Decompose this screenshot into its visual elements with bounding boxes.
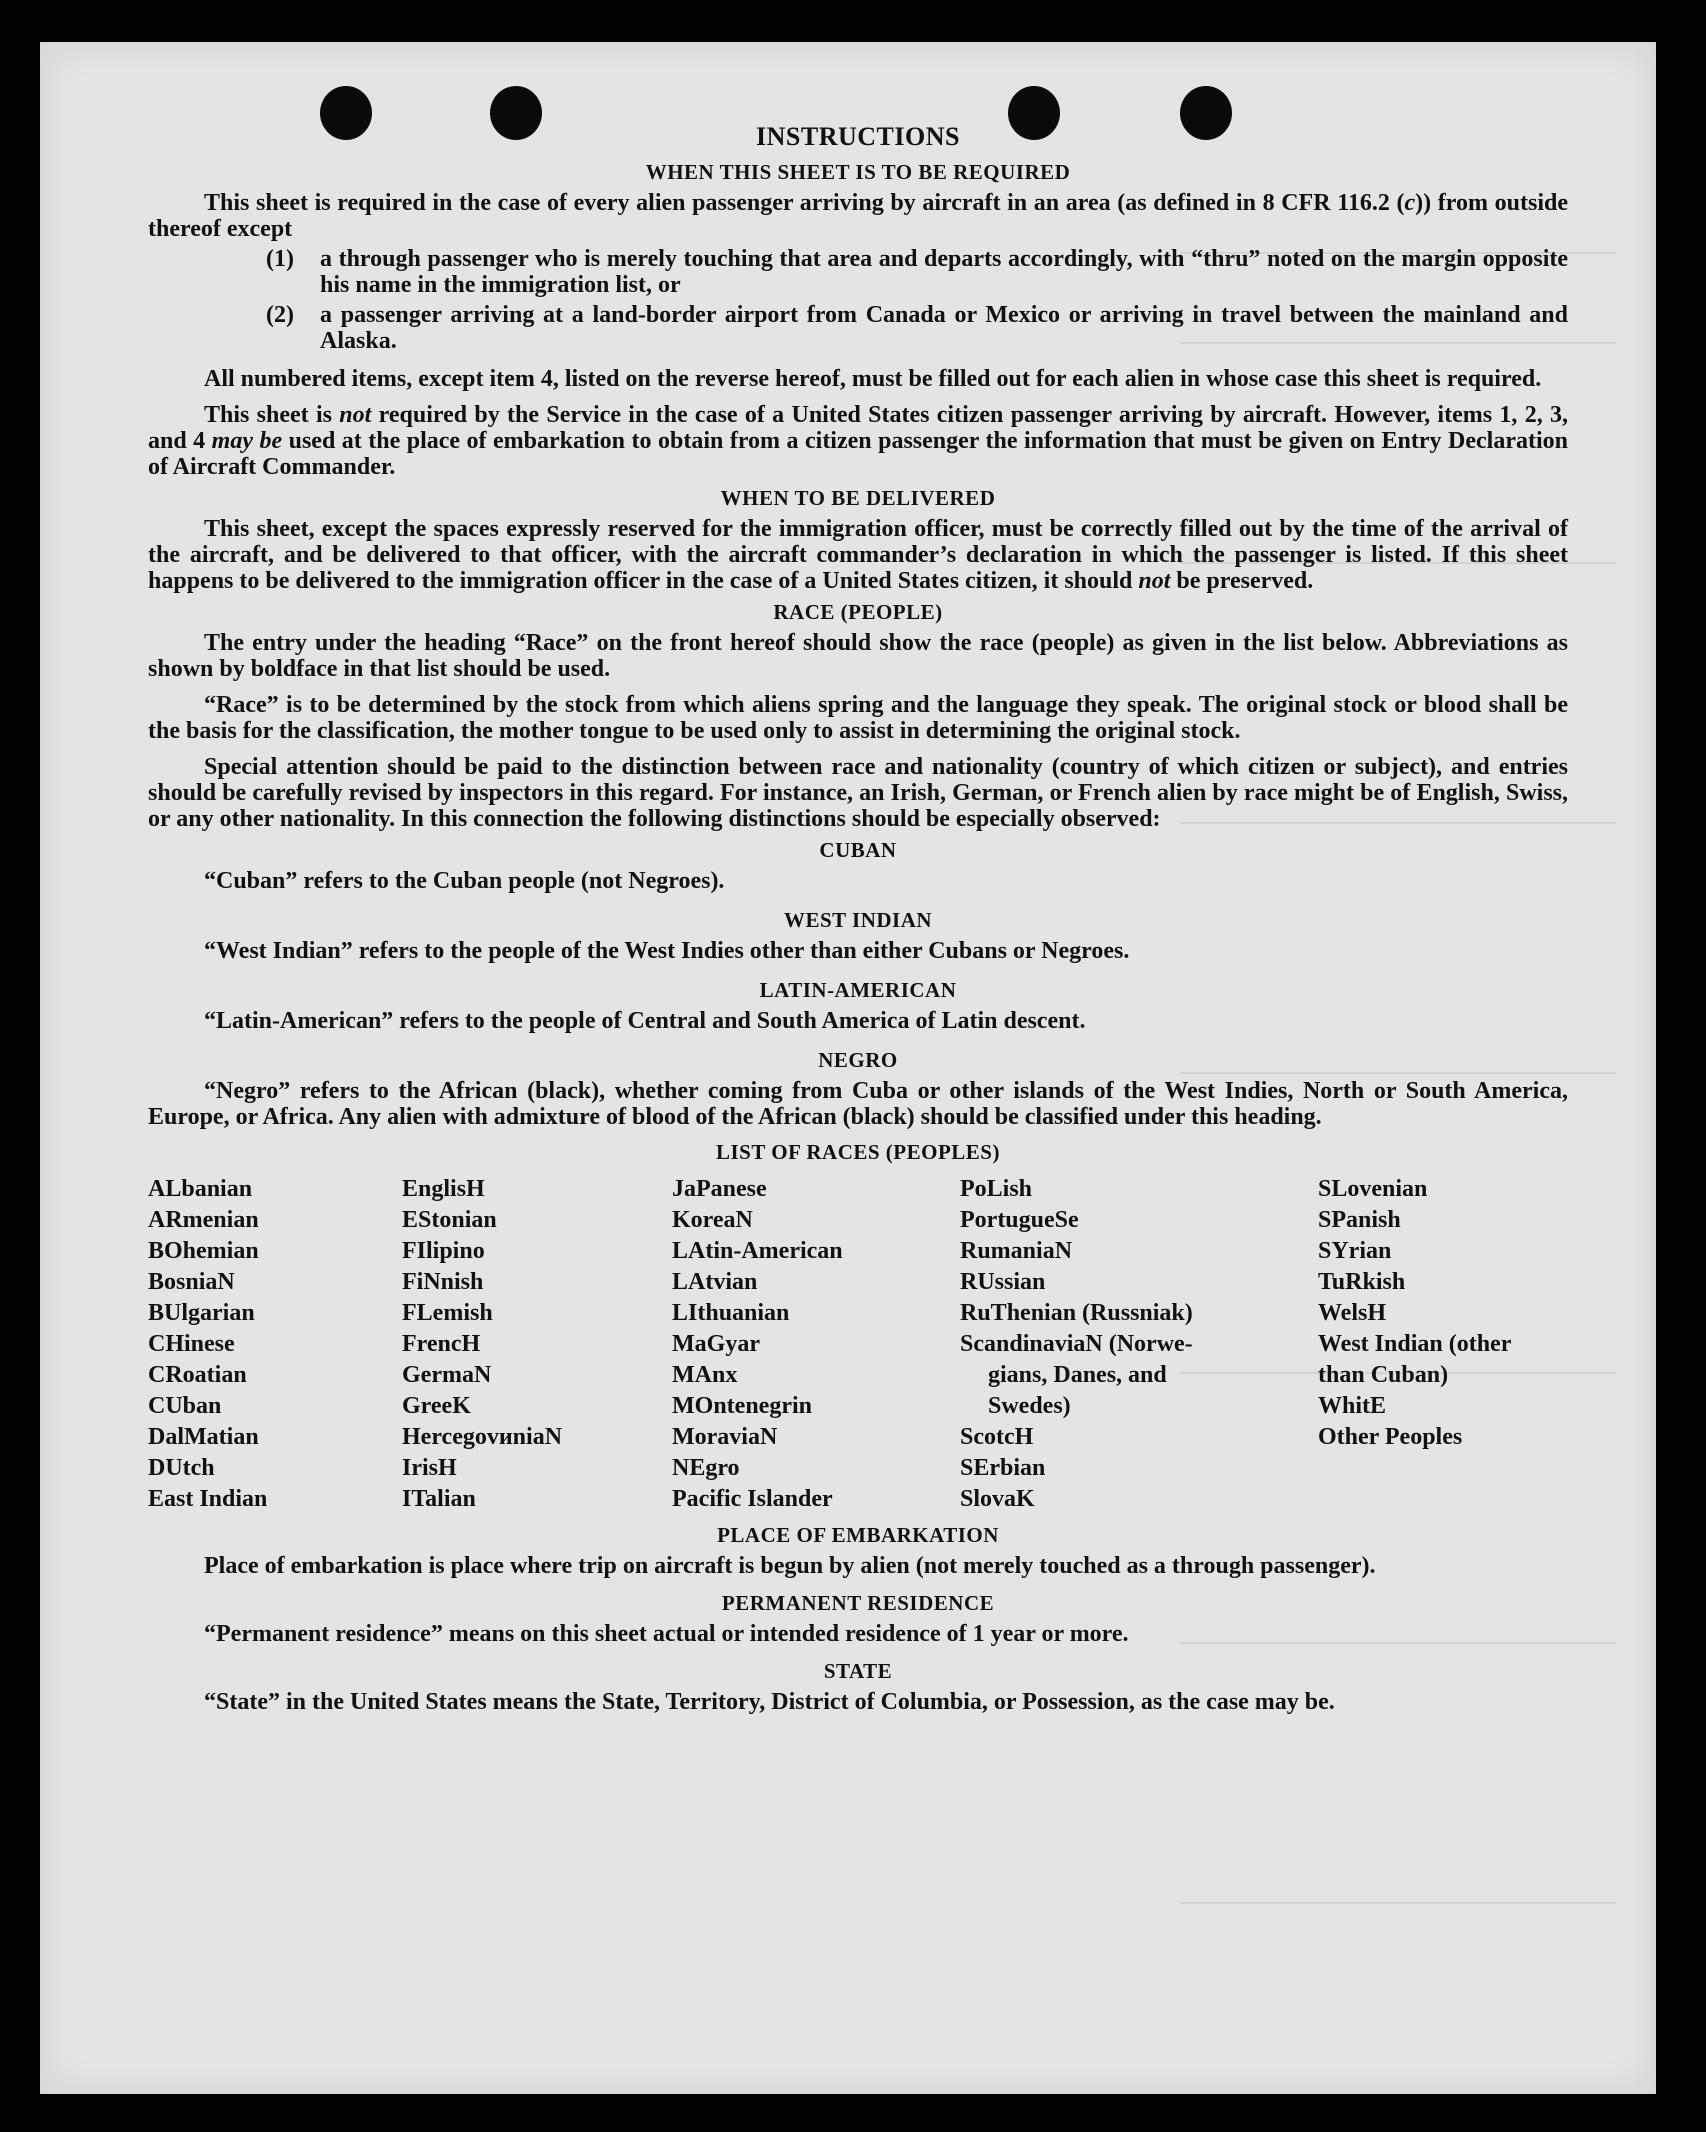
- race-entry: FLemish: [402, 1300, 493, 1326]
- races-column-4: [960, 1174, 1318, 1515]
- exception-item-2: (2) a passenger arriving at a land-border airport from Canada or Mexico or arriving in travel between the mainland and Alaska.: [266, 302, 1568, 354]
- paragraph-race-2: “Race” is to be determined by the stock from which aliens spring and the language they speak. The original stock or blood shall be the basis for the classification, the mother tongue to be used only to assist in determining the original stock.: [148, 692, 1568, 744]
- race-entry: ARmenian: [148, 1207, 259, 1233]
- paragraph-west-indian: “West Indian” refers to the people of the West Indies other than either Cubans or Negroes.: [204, 938, 1130, 964]
- race-entry: GermaN: [402, 1362, 492, 1388]
- race-entry: MAnx: [672, 1362, 738, 1388]
- race-entry: WelsH: [1318, 1300, 1387, 1326]
- race-entry: KoreaN: [672, 1207, 753, 1233]
- paragraph-delivered: This sheet, except the spaces expressly reserved for the immigration officer, must be correctly filled out by the time of the arrival of the aircraft, and be delivered to that officer, with the aircraft commander’s declaration in which the passenger is listed. If this sheet happens to be delivered to the immigration officer in the case of a United States citizen, it should not be preserved.: [148, 516, 1568, 594]
- exception-item-1: (1) a through passenger who is merely touching that area and departs accordingly, with “thru” noted on the margin opposite his name in the immigration list, or: [266, 246, 1568, 298]
- paragraph-cuban: “Cuban” refers to the Cuban people (not Negroes).: [204, 868, 725, 894]
- race-entry: MOntenegrin: [672, 1393, 812, 1419]
- race-entry: RumaniaN: [960, 1238, 1073, 1264]
- race-entry: FIlipino: [402, 1238, 485, 1264]
- race-entry: RuThenian (Russniak): [960, 1300, 1193, 1326]
- races-column-1: [148, 1174, 402, 1515]
- heading-list-of-races: LIST OF RACES (PEOPLES): [716, 1140, 1000, 1164]
- race-entry: ITalian: [402, 1486, 476, 1512]
- race-entry: BUlgarian: [148, 1300, 255, 1326]
- race-entry: FiNnish: [402, 1269, 484, 1295]
- paragraph-embarkation: Place of embarkation is place where trip on aircraft is begun by alien (not merely touched as a through passenger).: [204, 1553, 1376, 1579]
- race-entry: DUtch: [148, 1455, 215, 1481]
- race-entry: ScotcH: [960, 1424, 1034, 1450]
- race-entry: Swedes): [988, 1393, 1071, 1419]
- race-entry: JaPanese: [672, 1176, 767, 1202]
- race-entry: CRoatian: [148, 1362, 247, 1388]
- race-entry: EStonian: [402, 1207, 497, 1233]
- heading-negro: NEGRO: [818, 1048, 898, 1072]
- heading-when-delivered: WHEN TO BE DELIVERED: [720, 486, 996, 510]
- race-entry: than Cuban): [1318, 1362, 1449, 1388]
- race-entry: SYrian: [1318, 1238, 1392, 1264]
- heading-state: STATE: [823, 1659, 893, 1683]
- race-entry: LIthuanian: [672, 1300, 790, 1326]
- races-list: [148, 1174, 1568, 1515]
- race-entry: gians, Danes, and: [988, 1362, 1167, 1388]
- race-entry: CHinese: [148, 1331, 235, 1357]
- heading-embarkation: PLACE OF EMBARKATION: [717, 1523, 999, 1547]
- race-entry: LAtvian: [672, 1269, 758, 1295]
- race-entry: EnglisH: [402, 1176, 485, 1202]
- paragraph-required: This sheet is required in the case of every alien passenger arriving by aircraft in an area (as defined in 8 CFR 116.2 (c)) from outside thereof except: [148, 190, 1568, 242]
- race-entry: WhitE: [1318, 1393, 1387, 1419]
- race-entry: Other Peoples: [1318, 1424, 1463, 1450]
- race-entry: GreeK: [402, 1393, 471, 1419]
- race-entry: TuRkish: [1318, 1269, 1406, 1295]
- race-entry: BosniaN: [148, 1269, 235, 1295]
- race-entry: RUssian: [960, 1269, 1046, 1295]
- instructions-content: [148, 120, 1568, 1715]
- paragraph-state: “State” in the United States means the State, Territory, District of Columbia, or Possession, as the case may be.: [204, 1689, 1335, 1715]
- page-title: INSTRUCTIONS: [756, 122, 960, 151]
- race-entry: FrencH: [402, 1331, 481, 1357]
- heading-race: RACE (PEOPLE): [773, 600, 943, 624]
- heading-residence: PERMANENT RESIDENCE: [721, 1591, 995, 1615]
- paragraph-numbered-items: All numbered items, except item 4, listed on the reverse hereof, must be filled out for each alien in whose case this sheet is required.: [204, 366, 1542, 392]
- paragraph-citizen: This sheet is not required by the Service in the case of a United States citizen passenger arriving by aircraft. However, items 1, 2, 3, and 4 may be used at the place of embarkation to obtain from a citizen passenger the information that must be given on Entry Declaration of Aircraft Commander.: [148, 402, 1569, 480]
- race-entry: IrisH: [402, 1455, 457, 1481]
- race-entry: SPanish: [1318, 1207, 1401, 1233]
- race-entry: East Indian: [148, 1486, 268, 1512]
- race-entry: DalMatian: [148, 1424, 259, 1450]
- paragraph-latin-american: “Latin-American” refers to the people of Central and South America of Latin descent.: [204, 1008, 1086, 1034]
- races-column-5: [1318, 1174, 1568, 1515]
- race-entry: MoraviaN: [672, 1424, 778, 1450]
- race-entry: West Indian (other: [1318, 1331, 1512, 1357]
- race-entry: SlovaK: [960, 1486, 1035, 1512]
- race-entry: Pacific Islander: [672, 1486, 833, 1512]
- race-entry: BOhemian: [148, 1238, 259, 1264]
- race-entry: SLovenian: [1318, 1176, 1428, 1202]
- document-page: [40, 42, 1656, 2094]
- races-column-3: [672, 1174, 960, 1515]
- races-column-2: [402, 1174, 672, 1515]
- race-entry: ALbanian: [148, 1176, 253, 1202]
- race-entry: LAtin-American: [672, 1238, 843, 1264]
- heading-cuban: CUBAN: [819, 838, 897, 862]
- race-entry: ScandinaviaN (Norwe-: [960, 1331, 1193, 1357]
- race-entry: SErbian: [960, 1455, 1046, 1481]
- paragraph-negro: “Negro” refers to the African (black), whether coming from Cuba or other islands of the West Indies, North or South America, Europe, or Africa. Any alien with admixture of blood of the African (black) should be classified under this heading.: [148, 1078, 1568, 1130]
- heading-when-required: WHEN THIS SHEET IS TO BE REQUIRED: [645, 160, 1071, 184]
- race-entry: PortugueSe: [960, 1207, 1079, 1233]
- heading-latin-american: LATIN-AMERICAN: [759, 978, 957, 1002]
- paragraph-residence: “Permanent residence” means on this sheet actual or intended residence of 1 year or more.: [204, 1621, 1129, 1647]
- paragraph-race-3: Special attention should be paid to the distinction between race and nationality (country of which citizen or subject), and entries should be carefully revised by inspectors in this regard. For instance, an Irish, German, or French alien by race might be of English, Swiss, or any other nationality. In this connection the following distinctions should be especially observed:: [148, 754, 1568, 832]
- race-entry: MaGyar: [672, 1331, 760, 1357]
- race-entry: PoLish: [960, 1176, 1033, 1202]
- race-entry: HercegovиniaN: [402, 1424, 563, 1450]
- race-entry: NEgro: [672, 1455, 740, 1481]
- race-entry: CUban: [148, 1393, 222, 1419]
- paragraph-race-1: The entry under the heading “Race” on the front hereof should show the race (people) as given in the list below. Abbreviations as shown by boldface in that list should be used.: [148, 630, 1568, 682]
- heading-west-indian: WEST INDIAN: [783, 908, 933, 932]
